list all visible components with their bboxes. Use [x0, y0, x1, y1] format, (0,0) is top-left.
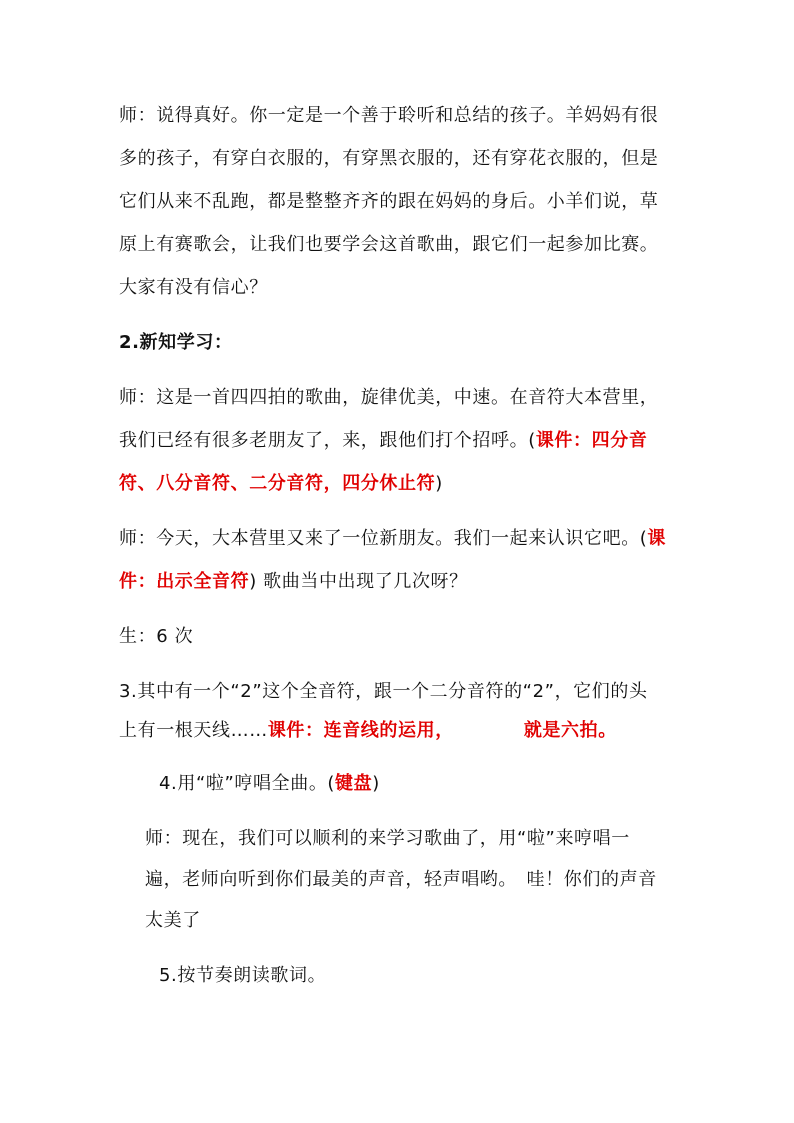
text-segment: ): [435, 473, 443, 494]
text-segment: 4.用“啦”哼唱全曲。(: [159, 773, 336, 794]
text-line: 遍，老师向听到你们最美的声音，轻声唱哟。 哇！你们的声音: [145, 869, 657, 890]
text-line: 原上有赛歌会，让我们也要学会这首歌曲，跟它们一起参加比赛。: [119, 234, 659, 255]
text-line: 大家有没有信心？: [119, 277, 268, 298]
text-line: 多的孩子，有穿白衣服的，有穿黑衣服的，还有穿花衣服的，但是: [119, 148, 659, 169]
courseware-note: 符、八分音符、二分音符，四分休止符: [119, 473, 436, 494]
courseware-note: 件：出示全音符: [119, 571, 250, 592]
courseware-note: 就是六拍。: [523, 720, 617, 741]
text-segment: 我们已经有很多老朋友了，来，跟他们打个招呼。(: [119, 430, 536, 451]
courseware-note: 课件：四分音: [535, 430, 648, 451]
text-line: 太美了: [145, 910, 201, 931]
text-line: 它们从来不乱跑，都是整整齐齐的跟在妈妈的身后。小羊们说，草: [119, 191, 659, 212]
courseware-note: 课: [647, 528, 667, 549]
text-segment: ) 歌曲当中出现了几次呀？: [249, 571, 468, 592]
text-segment: 师：今天，大本营里又来了一位新朋友。我们一起来认识它吧。(: [119, 528, 648, 549]
text-segment: 上有一根天线……: [119, 720, 268, 741]
text-line: 师：现在，我们可以顺利的来学习歌曲了，用“啦”来哼唱一: [145, 828, 630, 849]
student-answer: 生：6 次: [119, 626, 194, 647]
text-line: 3.其中有一个“2”这个全音符，跟一个二分音符的“2”，它们的头: [119, 681, 648, 702]
section-heading-new-knowledge: 2.新知学习：: [119, 332, 233, 353]
text-line: 师：这是一首四四拍的歌曲，旋律优美，中速。在音符大本营里，: [119, 387, 659, 408]
text-line: 师：说得真好。你一定是一个善于聆听和总结的孩子。羊妈妈有很: [119, 105, 659, 126]
text-segment: ): [372, 773, 380, 794]
step-read-lyrics: 5.按节奏朗读歌词。: [159, 965, 327, 986]
keyboard-note: 键盘: [335, 773, 373, 794]
courseware-note: 课件：连音线的运用，: [267, 720, 454, 741]
